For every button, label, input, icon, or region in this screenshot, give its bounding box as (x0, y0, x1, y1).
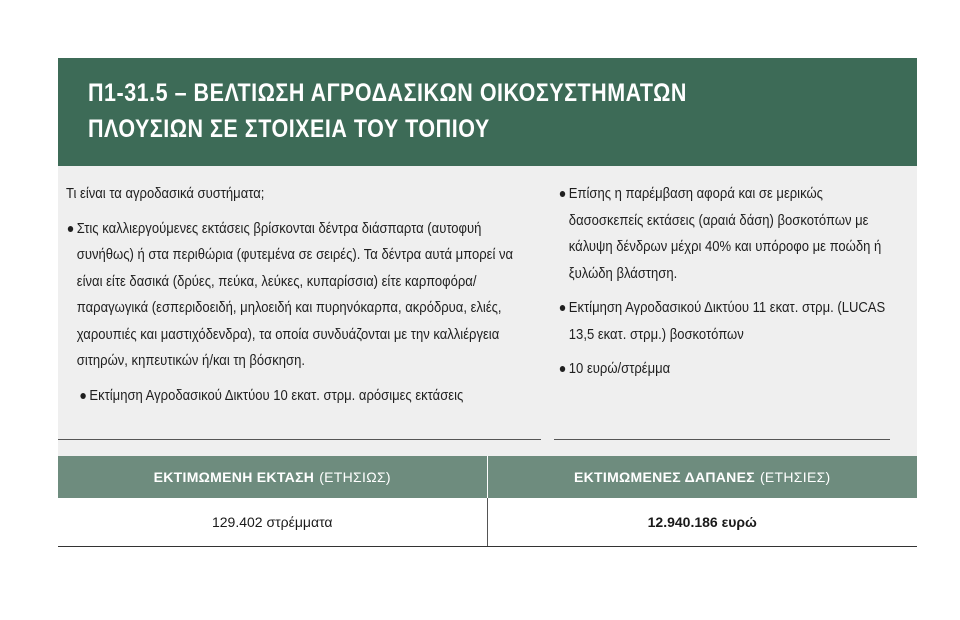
value-estimated-cost: 12.940.186 ευρώ (647, 514, 757, 530)
header-estimated-cost (488, 456, 918, 498)
header-estimated-area (58, 456, 488, 498)
header-estimated-area-qualifier: (ΕΤΗΣΙΩΣ) (319, 469, 391, 485)
title-line-1: Π1-31.5 – ΒΕΛΤΙΩΣΗ ΑΓΡΟΔΑΣΙΚΩΝ ΟΙΚΟΣΥΣΤΗΜΑΤΩΝ (88, 79, 687, 107)
header-estimated-cost-label: ΕΚΤΙΜΩΜΕΝΕΣ ΔΑΠΑΝΕΣ (573, 469, 755, 485)
bullet-pasture-description: Επίσης η παρέμβαση αφορά και σε μερικώς δασοσκεπείς εκτάσεις (αραιά δάση) βοσκοτόπων με κάλυψη δένδρων μέχρι 40% και υπόροφο με ποώδη ή ξυλώδη βλάστηση. (558, 181, 888, 287)
divider-left (58, 439, 541, 440)
bullet-arable-estimate: Εκτίμηση Αγροδασικού Δικτύου 10 εκατ. στρμ. αρόσιμες εκτάσεις (79, 383, 541, 410)
measure-header (58, 58, 917, 166)
table-header-row (58, 456, 917, 498)
header-estimated-cost-qualifier: (ΕΤΗΣΙΕΣ) (759, 469, 831, 485)
divider-right (554, 439, 890, 440)
left-column (66, 181, 541, 409)
right-column (558, 181, 888, 383)
title-line-2: ΠΛΟΥΣΙΩΝ ΣΕ ΣΤΟΙΧΕΙΑ ΤΟΥ ΤΟΠΙΟΥ (88, 115, 490, 143)
intro-question: Τι είναι τα αγροδασικά συστήματα; (66, 186, 265, 202)
measure-title (88, 75, 775, 147)
description-panel (58, 166, 917, 456)
estimate-table (58, 456, 917, 547)
bullet-pasture-estimate: Εκτίμηση Αγροδασικού Δικτύου 11 εκατ. στρμ. (LUCAS 13,5 εκατ. στρμ.) βοσκοτόπων (558, 295, 888, 348)
header-estimated-area-label: ΕΚΤΙΜΩΜΕΝΗ ΕΚΤΑΣΗ (153, 469, 315, 485)
bullet-trees-description: Στις καλλιεργούμενες εκτάσεις βρίσκονται δέντρα διάσπαρτα (αυτοφυή συνήθως) ή στα περιθώρια (φυτεμένα σε σειρές). Τα δέντρα αυτά μπορεί να είναι είτε δασικά (δρύες, πεύκα, λεύκες, κυπαρίσσια) είτε καρποφόρα/παραγωγικά (εσπεριδοειδή, μηλοειδή και πυρηνόκαρπα, ακρόδρυα, ελιές, χαρουπιές και μαστιχόδενδρα), τα οποία συνδυάζονται με την καλλιέργεια σιτηρών, κηπευτικών ή/και τη βόσκηση. (66, 216, 541, 375)
table-row (58, 498, 917, 547)
value-estimated-area: 129.402 στρέμματα (58, 498, 488, 546)
bullet-price: 10 ευρώ/στρέμμα (558, 356, 888, 383)
measure-card (58, 58, 917, 530)
